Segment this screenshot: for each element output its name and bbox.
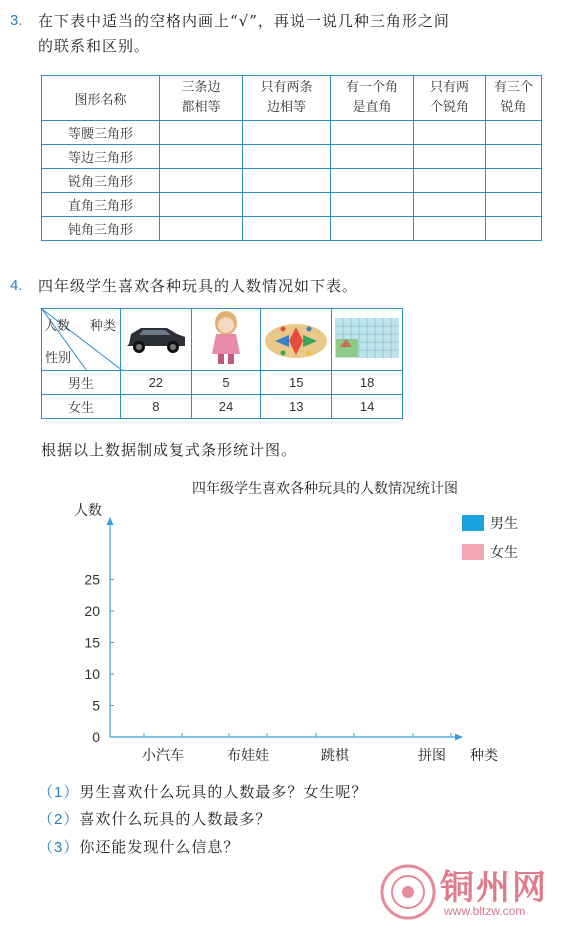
q3-cell[interactable] bbox=[160, 169, 243, 193]
q4-instruction: 根据以上数据制成复式条形统计图。 bbox=[41, 441, 298, 459]
boys-value: 5 bbox=[191, 371, 261, 395]
x-category-label: 布娃娃 bbox=[227, 748, 269, 764]
girls-value: 8 bbox=[120, 395, 191, 419]
q4-header-row bbox=[42, 309, 403, 371]
q3-header-cell bbox=[243, 76, 331, 121]
girls-value: 14 bbox=[332, 395, 403, 419]
watermark-logo-icon bbox=[378, 862, 438, 922]
boys-value: 15 bbox=[261, 371, 332, 395]
boys-value: 18 bbox=[332, 371, 403, 395]
q3-row bbox=[42, 145, 542, 169]
q3-row-label: 等腰三角形 bbox=[42, 121, 160, 145]
question-1 bbox=[38, 781, 367, 802]
q3-header-cell bbox=[486, 76, 542, 121]
q3-header-cell bbox=[414, 76, 486, 121]
q3-table bbox=[41, 75, 542, 241]
question-2 bbox=[38, 808, 271, 829]
puzzle-cell bbox=[332, 309, 403, 371]
watermark-brand: 铜州网 bbox=[440, 868, 548, 908]
chart-title: 四年级学生喜欢各种玩具的人数情况统计图 bbox=[192, 481, 458, 497]
q3-row-label: 直角三角形 bbox=[42, 193, 160, 217]
q3-cell[interactable] bbox=[331, 193, 414, 217]
q3-line1: 在下表中适当的空格内画上“√”，再说一说几种三角形之间 bbox=[38, 12, 450, 30]
legend-swatch bbox=[462, 544, 484, 560]
q3-header-0: 图形名称 bbox=[74, 92, 127, 108]
toy-car-icon bbox=[123, 320, 189, 356]
x-category-label: 跳棋 bbox=[321, 748, 349, 764]
chess-icon bbox=[263, 315, 329, 361]
q3-row bbox=[42, 169, 542, 193]
q3-cell[interactable] bbox=[160, 145, 243, 169]
q3-number: 3. bbox=[10, 12, 23, 29]
legend-label: 女生 bbox=[490, 545, 518, 561]
q3-header-cell bbox=[42, 76, 160, 121]
x-axis-arrow-icon bbox=[455, 734, 463, 741]
watermark-url: www.bltzw.com bbox=[444, 904, 526, 918]
q3-cell[interactable] bbox=[243, 145, 331, 169]
legend-swatch bbox=[462, 515, 484, 531]
q3-cell[interactable] bbox=[414, 217, 486, 241]
doll-cell bbox=[191, 309, 261, 371]
y-tick-label: 0 bbox=[92, 729, 100, 745]
row-label-boys: 男生 bbox=[42, 371, 121, 395]
y-tick-label: 20 bbox=[84, 603, 100, 619]
y-tick-label: 25 bbox=[84, 571, 100, 588]
girls-value: 13 bbox=[261, 395, 332, 419]
q4-row-boys bbox=[42, 371, 403, 395]
q3-cell[interactable] bbox=[414, 193, 486, 217]
question-2-text: 喜欢什么玩具的人数最多？ bbox=[79, 810, 272, 828]
girls-value: 24 bbox=[191, 395, 261, 419]
y-axis-label: 人数 bbox=[74, 503, 102, 519]
q3-row bbox=[42, 121, 542, 145]
question-1-text: 男生喜欢什么玩具的人数最多？女生呢？ bbox=[79, 783, 368, 801]
x-category-label: 小汽车 bbox=[142, 748, 184, 764]
q3-header-row bbox=[42, 76, 542, 121]
q3-header-cell bbox=[331, 76, 414, 121]
q3-cell[interactable] bbox=[486, 169, 542, 193]
q3-row bbox=[42, 193, 542, 217]
q3-cell[interactable] bbox=[243, 193, 331, 217]
puzzle-icon bbox=[334, 317, 400, 359]
q3-cell[interactable] bbox=[243, 121, 331, 145]
q3-cell[interactable] bbox=[414, 169, 486, 193]
q3-header-2: 只有两条 边相等 bbox=[260, 80, 313, 115]
q3-cell[interactable] bbox=[331, 121, 414, 145]
question-1-number: （1） bbox=[38, 784, 80, 801]
question-2-number: （2） bbox=[38, 811, 80, 828]
x-category-label: 拼图 bbox=[418, 748, 446, 764]
q3-cell[interactable] bbox=[331, 169, 414, 193]
y-tick-label: 5 bbox=[92, 697, 100, 714]
q3-row-label: 钝角三角形 bbox=[42, 217, 160, 241]
q3-row-label: 等边三角形 bbox=[42, 145, 160, 169]
x-axis-label: 种类 bbox=[470, 748, 498, 764]
q3-row bbox=[42, 217, 542, 241]
q3-cell[interactable] bbox=[331, 145, 414, 169]
q4-row-girls bbox=[42, 395, 403, 419]
q3-cell[interactable] bbox=[160, 121, 243, 145]
q3-header-3: 有一个角 是直角 bbox=[345, 80, 398, 115]
row-label-girls: 女生 bbox=[42, 395, 121, 419]
question-3 bbox=[38, 836, 239, 857]
legend-label: 男生 bbox=[490, 516, 518, 532]
q3-line2: 的联系和区别。 bbox=[38, 37, 151, 55]
q3-cell[interactable] bbox=[243, 217, 331, 241]
q3-cell[interactable] bbox=[486, 217, 542, 241]
q3-header-cell bbox=[160, 76, 243, 121]
y-tick-label: 15 bbox=[84, 634, 100, 651]
q3-row-label: 锐角三角形 bbox=[42, 169, 160, 193]
q4-corner-cell bbox=[42, 309, 121, 371]
q3-cell[interactable] bbox=[160, 217, 243, 241]
corner-bottom-label: 性别 bbox=[45, 351, 72, 366]
watermark bbox=[372, 858, 572, 926]
q3-header-5: 有三个 锐角 bbox=[493, 80, 533, 115]
doll-icon bbox=[206, 310, 246, 366]
bar-chart bbox=[0, 470, 575, 770]
q3-header-1: 三条边 都相等 bbox=[181, 80, 221, 115]
q3-cell[interactable] bbox=[243, 169, 331, 193]
q3-cell[interactable] bbox=[486, 145, 542, 169]
corner-top-label: 人数 bbox=[44, 319, 71, 334]
q4-table bbox=[41, 308, 403, 419]
chess-cell bbox=[261, 309, 332, 371]
corner-right-label: 种类 bbox=[90, 319, 117, 334]
q3-cell[interactable] bbox=[414, 145, 486, 169]
q4-number: 4. bbox=[10, 277, 23, 294]
q3-cell[interactable] bbox=[331, 217, 414, 241]
q3-cell[interactable] bbox=[414, 121, 486, 145]
q3-cell[interactable] bbox=[160, 193, 243, 217]
q4-text: 四年级学生喜欢各种玩具的人数情况如下表。 bbox=[38, 277, 359, 295]
toy-car-cell bbox=[120, 309, 191, 371]
y-axis-arrow-icon bbox=[107, 517, 114, 525]
question-3-number: （3） bbox=[38, 839, 80, 856]
q3-cell[interactable] bbox=[486, 121, 542, 145]
question-3-text: 你还能发现什么信息？ bbox=[79, 838, 240, 856]
y-tick-label: 10 bbox=[84, 666, 100, 682]
q3-header-4: 只有两 个锐角 bbox=[429, 80, 469, 115]
boys-value: 22 bbox=[120, 371, 191, 395]
q3-cell[interactable] bbox=[486, 193, 542, 217]
